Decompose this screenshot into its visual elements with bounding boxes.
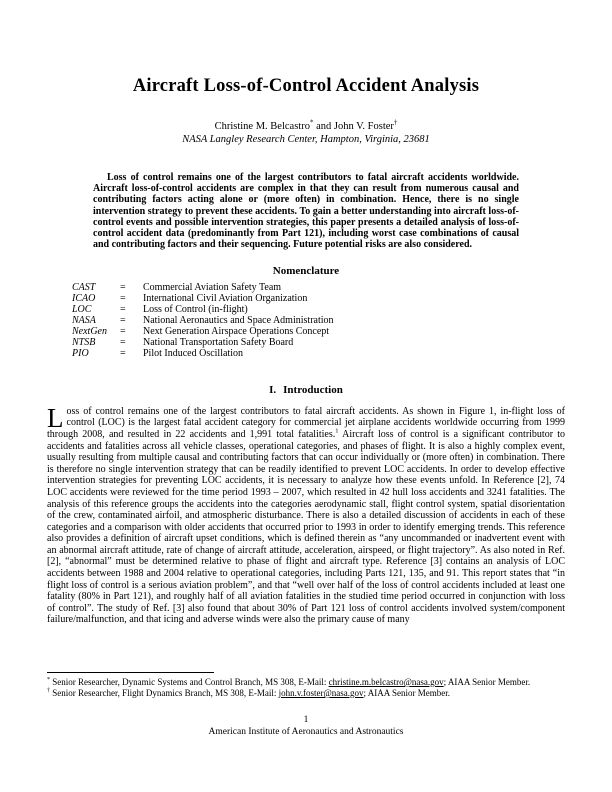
footnote-reference-mark: 1: [335, 427, 339, 435]
introduction-text: oss of control remains one of the largest contributors to fatal aircraft accidents. As shown in Figure 1, in-flight loss of control (LOC) is the largest fatal accident category for commercial jet airplane accidents worldwide occurring from 1999 through 2008, and resulted in 22 accidents and 1,991 total fatalities.: [47, 405, 565, 440]
nomenclature-definition: Loss of Control (in-flight): [143, 304, 248, 316]
footnote-author-2: [47, 688, 565, 699]
equals-sign: =: [120, 326, 126, 338]
asterisk-footnote-mark: *: [47, 677, 50, 683]
footnote-area: [47, 672, 565, 699]
footnote-separator-rule: [47, 672, 214, 673]
nomenclature-definition: National Aeronautics and Space Administration: [143, 315, 334, 327]
nomenclature-definition: Pilot Induced Oscillation: [143, 347, 243, 359]
nomenclature-term: NASA: [72, 315, 96, 327]
equals-sign: =: [120, 347, 126, 359]
introduction-paragraph: [47, 402, 566, 626]
equals-sign: =: [120, 315, 126, 327]
nomenclature-term: NTSB: [72, 336, 96, 348]
nomenclature-definition: Commercial Aviation Safety Team: [143, 282, 282, 294]
nomenclature-term: ICAO: [72, 293, 96, 305]
nomenclature-row: [47, 349, 565, 360]
page-number: 1: [303, 715, 309, 725]
section-number: I.: [269, 383, 277, 396]
author-2-footnote-mark: †: [393, 118, 398, 127]
footnote-text: Senior Researcher, Flight Dynamics Branch, MS 308, E-Mail:: [50, 688, 279, 698]
footnote-text: Senior Researcher, Dynamic Systems and Control Branch, MS 308, E-Mail:: [50, 677, 329, 687]
nomenclature-term: CAST: [72, 282, 96, 294]
dagger-footnote-mark: †: [47, 688, 50, 694]
nomenclature-definition: International Civil Aviation Organization: [143, 293, 308, 305]
nomenclature-definition: Next Generation Airspace Operations Concept: [143, 326, 330, 338]
email-link-belcastro[interactable]: christine.m.belcastro@nasa.gov: [328, 677, 444, 687]
author-2: John V. Foster: [333, 121, 394, 132]
drop-cap: L: [47, 402, 64, 433]
author-1-footnote-mark: *: [309, 118, 314, 127]
nomenclature-list: [47, 283, 565, 359]
nomenclature-term: LOC: [72, 304, 92, 316]
email-link-foster[interactable]: john.v.foster@nasa.gov: [278, 688, 364, 698]
nomenclature-definition: National Transportation Safety Board: [143, 336, 294, 348]
nomenclature-term: PIO: [72, 347, 89, 359]
abstract-paragraph: Loss of control remains one of the largest contributors to fatal aircraft accidents worldwide. Aircraft loss-of-control accidents are complex in that they can result from numerous causal and contributing factors acting alone or (more often) in combination. Hence, there is no single intervention strategy to prevent these accidents. To gain a better understanding into aircraft loss-of-control events and possible intervention strategies, this paper presents a detailed analysis of loss-of-control accident data (predominantly from Part 121), including worst case combinations of causal and contributing factors and their sequencing. Future potential risks are also considered.: [93, 172, 519, 251]
author-1: Christine M. Belcastro: [214, 121, 310, 132]
nomenclature-heading: Nomenclature: [272, 265, 340, 278]
institute-line: American Institute of Aeronautics and Astronautics: [208, 726, 404, 737]
footnote-author-1: [47, 677, 565, 688]
introduction-heading: [0, 384, 612, 397]
authors-line: [0, 118, 612, 133]
footnote-text-after: ; AIAA Senior Member.: [443, 677, 531, 687]
affiliation-line: NASA Langley Research Center, Hampton, Virginia, 23681: [182, 134, 430, 145]
paper-title: Aircraft Loss-of-Control Accident Analysis: [132, 76, 480, 96]
nomenclature-term: NextGen: [72, 326, 107, 338]
equals-sign: =: [120, 304, 126, 316]
equals-sign: =: [120, 282, 126, 294]
section-title: Introduction: [283, 383, 343, 396]
authors-separator: and: [313, 121, 334, 132]
introduction-text-continued: Aircraft loss of control is a significant contributor to accidents and fatalities across all vehicle classes, operational categories, and phases of flight. It is also a highly complex event, usually resulting from multiple causal and contributing factors that can occur individually or (more often) in combination. There is therefore no single intervention strategy that can be readily identified to prevent LOC accidents. In order to develop effective intervention strategies for preventing LOC accidents, it is necessary to analyze how these events unfold. In Reference [2], 74 LOC accidents were reviewed for the time period 1993 – 2007, which resulted in 42 hull loss accidents and 3241 fatalities. The analysis of this reference groups the accidents into the categories aerodynamic stall, flight control system, spatial disorientation of the crew, contaminated airfoil, and atmospheric disturbance. There is also a detailed discussion of accidents in each of these categories and a comparison with older accidents that occurred prior to 1993 in order to identify emerging trends. This reference also provides a definition of aircraft upset conditions, which is defined therein as “any uncommanded or inadvertent event with an abnormal aircraft attitude, rate of change of aircraft attitude, acceleration, airspeed, or flight trajectory”. As also noted in Ref. [2], “abnormal” must be determined relative to phase of flight and aircraft type. Reference [3] contains an analysis of LOC accidents between 1988 and 2004 relative to operational categories, including Parts 121, 135, and 91. This report states that “in flight loss of control is a serious aviation problem”, and that “well over half of the loss of control accidents included at least one fatality (80% in Part 121), and roughly half of all aviation fatalities in the studied time period occurred in conjunction with loss of control”. The study of Ref. [3] also found that about 30% of Part 121 loss of control accidents involved system/component failure/malfunction, and that icing and adverse winds were also the primary cause of many: [47, 428, 566, 626]
equals-sign: =: [120, 336, 126, 348]
page-footer: [0, 715, 612, 738]
footnote-text-after: ; AIAA Senior Member.: [363, 688, 451, 698]
equals-sign: =: [120, 293, 126, 305]
